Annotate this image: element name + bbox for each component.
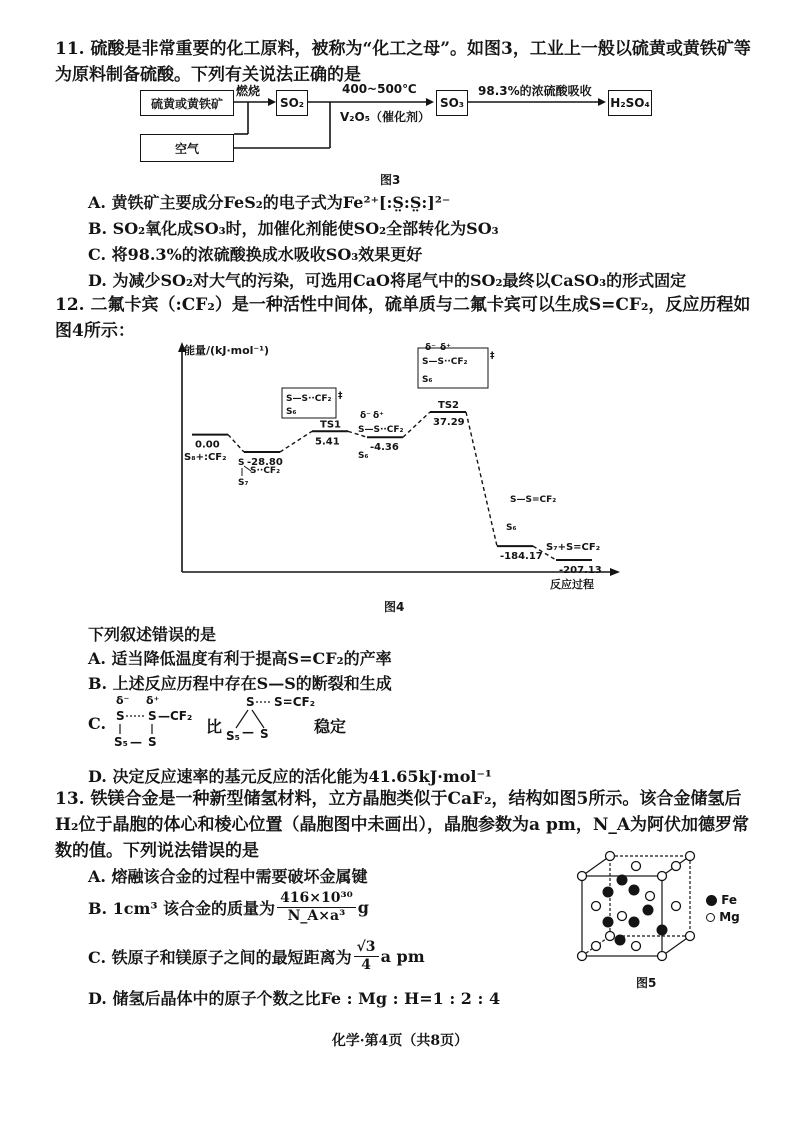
option-c-fraction	[354, 939, 379, 974]
mg-atom	[592, 902, 601, 911]
fe-atom	[617, 875, 628, 886]
energy-connector-4	[403, 412, 430, 437]
figure3-diagram	[130, 84, 660, 164]
q13-option-a: A. 熔融该合金的过程中需要破坏金属键	[88, 867, 368, 886]
q12-question: 下列叙述错误的是	[88, 625, 217, 644]
ts-label-1: TS2	[438, 400, 459, 411]
mg-atom	[686, 932, 695, 941]
svg-text:S: S	[246, 695, 255, 709]
q11-option-d: D. 为减少SO₂对大气的污染，可选用CaO将尾气中的SO₂最终以CaSO₃的形式固定	[88, 271, 687, 290]
option-b-unit: g	[357, 897, 369, 917]
h2so4-box: H₂SO₄	[608, 90, 652, 116]
figure3-caption: 图3	[380, 173, 401, 187]
fe-atom	[615, 935, 626, 946]
svg-text:S₆: S₆	[358, 451, 369, 461]
energy-value-label-5: -184.17	[500, 551, 543, 563]
fe-atom	[657, 925, 668, 936]
legend-fe: Fe	[706, 893, 737, 907]
option-c-denominator: 4	[361, 956, 371, 973]
q12-number: 12.	[55, 295, 85, 315]
option-b-text: B. 1cm³ 该合金的质量为	[88, 898, 276, 918]
option-c-prefix: C.	[88, 714, 107, 733]
q11-option-c: C. 将98.3%的浓硫酸换成水吸收SO₃效果更好	[88, 245, 423, 264]
y-axis-label: 能量/(kJ·mol⁻¹)	[184, 344, 270, 357]
svg-text:—: —	[130, 735, 142, 749]
option-b-fraction	[277, 890, 356, 925]
energy-connector-2	[280, 431, 312, 452]
svg-text:S: S	[238, 458, 245, 468]
q11-number: 11.	[55, 39, 85, 59]
fe-atom	[643, 905, 654, 916]
q11-stem	[55, 36, 755, 88]
mg-atom	[686, 852, 695, 861]
svg-text:δ⁺: δ⁺	[146, 694, 160, 707]
q12-stem-text: 二氟卡宾（:CF₂）是一种活性中间体，硫单质与二氟卡宾可以生成S=CF₂，反应历程如图4所示：	[55, 295, 751, 341]
mg-atom	[632, 862, 641, 871]
energy-value-label-2: 5.41	[315, 436, 340, 448]
q11-option-b: B. SO₂氧化成SO₃时，加催化剂能使SO₂全部转化为SO₃	[88, 219, 499, 238]
q13-option-d: D. 储氢后晶体中的原子个数之比Fe : Mg : H=1 : 2 : 4	[88, 989, 501, 1008]
energy-value-label-4: 37.29	[433, 417, 465, 428]
svg-text:S: S	[260, 727, 269, 741]
q12-option-b: B. 上述反应历程中存在S—S的断裂和生成	[88, 674, 392, 693]
mg-atom	[632, 942, 641, 951]
mg-atom	[658, 952, 667, 961]
option-c-text: C. 铁原子和镁原子之间的最短距离为	[88, 947, 352, 967]
svg-text:S₅: S₅	[114, 735, 128, 749]
so3-box: SO₃	[436, 90, 468, 116]
svg-text:δ⁺: δ⁺	[440, 343, 451, 353]
mg-atom	[618, 912, 627, 921]
fe-atom	[603, 917, 614, 928]
svg-text:δ⁺: δ⁺	[373, 411, 384, 421]
svg-text:S—S··CF₂: S—S··CF₂	[422, 357, 468, 367]
ts-label-0: TS1	[320, 419, 341, 431]
intermediate3-structure	[506, 495, 556, 533]
raw-material-box: 硫黄或黄铁矿	[140, 90, 234, 116]
mg-atoms	[578, 852, 695, 961]
option-c-suffix: 稳定	[314, 717, 347, 736]
temp-label: 400~500℃	[342, 82, 417, 96]
figure4-caption: 图4	[384, 600, 405, 614]
energy-connector-5	[466, 412, 497, 546]
svg-text:S—S=CF₂: S—S=CF₂	[510, 495, 557, 505]
svg-text:S₆: S₆	[286, 407, 297, 417]
svg-text:S₆: S₆	[506, 523, 517, 533]
int1-s7: S₇	[238, 478, 249, 488]
energy-profile-chart	[170, 340, 620, 595]
q12-option-c	[88, 692, 448, 754]
option-c-numerator: √3	[354, 939, 379, 957]
energy-value-label-1: -28.80	[247, 457, 283, 469]
mg-atom	[658, 872, 667, 881]
svg-text:—: —	[242, 725, 254, 739]
ts1-structure	[282, 388, 343, 418]
svg-text:S—S··CF₂: S—S··CF₂	[286, 394, 332, 404]
svg-text:S: S	[148, 735, 157, 749]
energy-value-label-6: -207.13	[559, 565, 602, 576]
mg-atom	[646, 892, 655, 901]
svg-text:S: S	[116, 709, 125, 723]
ts2-structure	[418, 343, 495, 388]
mg-atom	[672, 902, 681, 911]
air-box: 空气	[140, 134, 234, 162]
svg-text:S—S··CF₂: S—S··CF₂	[358, 425, 404, 435]
q13-option-c	[88, 934, 425, 978]
energy-connector-1	[228, 435, 244, 452]
q12-stem	[55, 292, 755, 344]
mg-atom	[578, 872, 587, 881]
mg-atom	[606, 932, 615, 941]
mg-atom	[672, 862, 681, 871]
burn-label: 燃烧	[236, 84, 261, 98]
page-footer: 化学·第4页（共8页）	[331, 1033, 469, 1049]
q13-number: 13.	[55, 789, 85, 809]
svg-text:S₅: S₅	[226, 729, 240, 743]
so2-box: SO₂	[276, 90, 308, 116]
option-c-structure-1	[110, 692, 210, 754]
absorb-label: 98.3%的浓硫酸吸收	[478, 84, 592, 98]
int1-s-cf2: S··CF₂	[250, 466, 281, 476]
mg-atom	[606, 852, 615, 861]
crystal-cell-figure	[570, 850, 710, 970]
svg-text:S=CF₂: S=CF₂	[274, 695, 315, 709]
svg-text:δ⁻: δ⁻	[360, 411, 371, 421]
mg-atom	[578, 952, 587, 961]
q11-option-a: A. 黄铁矿主要成分FeS₂的电子式为Fe²⁺[:S̤:S̤:]²⁻	[88, 193, 451, 212]
svg-text:S: S	[148, 709, 157, 723]
q13-option-b	[88, 886, 369, 928]
fe-atom	[629, 885, 640, 896]
q12-option-a: A. 适当降低温度有利于提高S=CF₂的产率	[88, 649, 392, 668]
catalyst-label: V₂O₅（催化剂）	[340, 110, 431, 124]
fe-atom	[603, 887, 614, 898]
energy-value-label-0: 0.00	[195, 439, 220, 451]
svg-text:δ⁻: δ⁻	[425, 343, 436, 353]
figure5-caption: 图5	[636, 976, 657, 990]
x-axis-label: 反应过程	[550, 578, 594, 591]
svg-text:‡: ‡	[338, 391, 343, 401]
fe-atom	[629, 917, 640, 928]
option-b-denominator: N_A×a³	[287, 907, 346, 924]
species-s7-s-cf2: S₇+S=CF₂	[546, 542, 601, 553]
species-s8-cf2: S₈+:CF₂	[184, 452, 227, 463]
svg-text:‡: ‡	[490, 351, 495, 361]
q13-stem-text: 铁镁合金是一种新型储氢材料，立方晶胞类似于CaF₂，结构如图5所示。该合金储氢后H₂位于晶胞的体心和棱心位置（晶胞图中未画出），晶胞参数为a pm，N_A为阿伏加德罗常数的值。下列说法错误的是	[55, 789, 750, 861]
energy-value-label-3: -4.36	[370, 442, 399, 454]
option-c-unit: a pm	[380, 946, 425, 966]
q11-stem-text: 硫酸是非常重要的化工原料，被称为“化工之母”。如图3，工业上一般以硫黄或黄铁矿等为原料制备硫酸。下列有关说法正确的是	[55, 39, 751, 85]
svg-text:δ⁻: δ⁻	[116, 694, 130, 707]
svg-text:—CF₂: —CF₂	[158, 709, 193, 723]
svg-text:S₆: S₆	[422, 375, 433, 385]
q12-option-d: D. 决定反应速率的基元反应的活化能为41.65kJ·mol⁻¹	[88, 767, 492, 786]
option-c-mid: 比	[206, 717, 223, 736]
mg-atom	[592, 942, 601, 951]
option-b-numerator: 416×10³⁰	[277, 890, 356, 908]
legend-mg: Mg	[706, 910, 740, 924]
